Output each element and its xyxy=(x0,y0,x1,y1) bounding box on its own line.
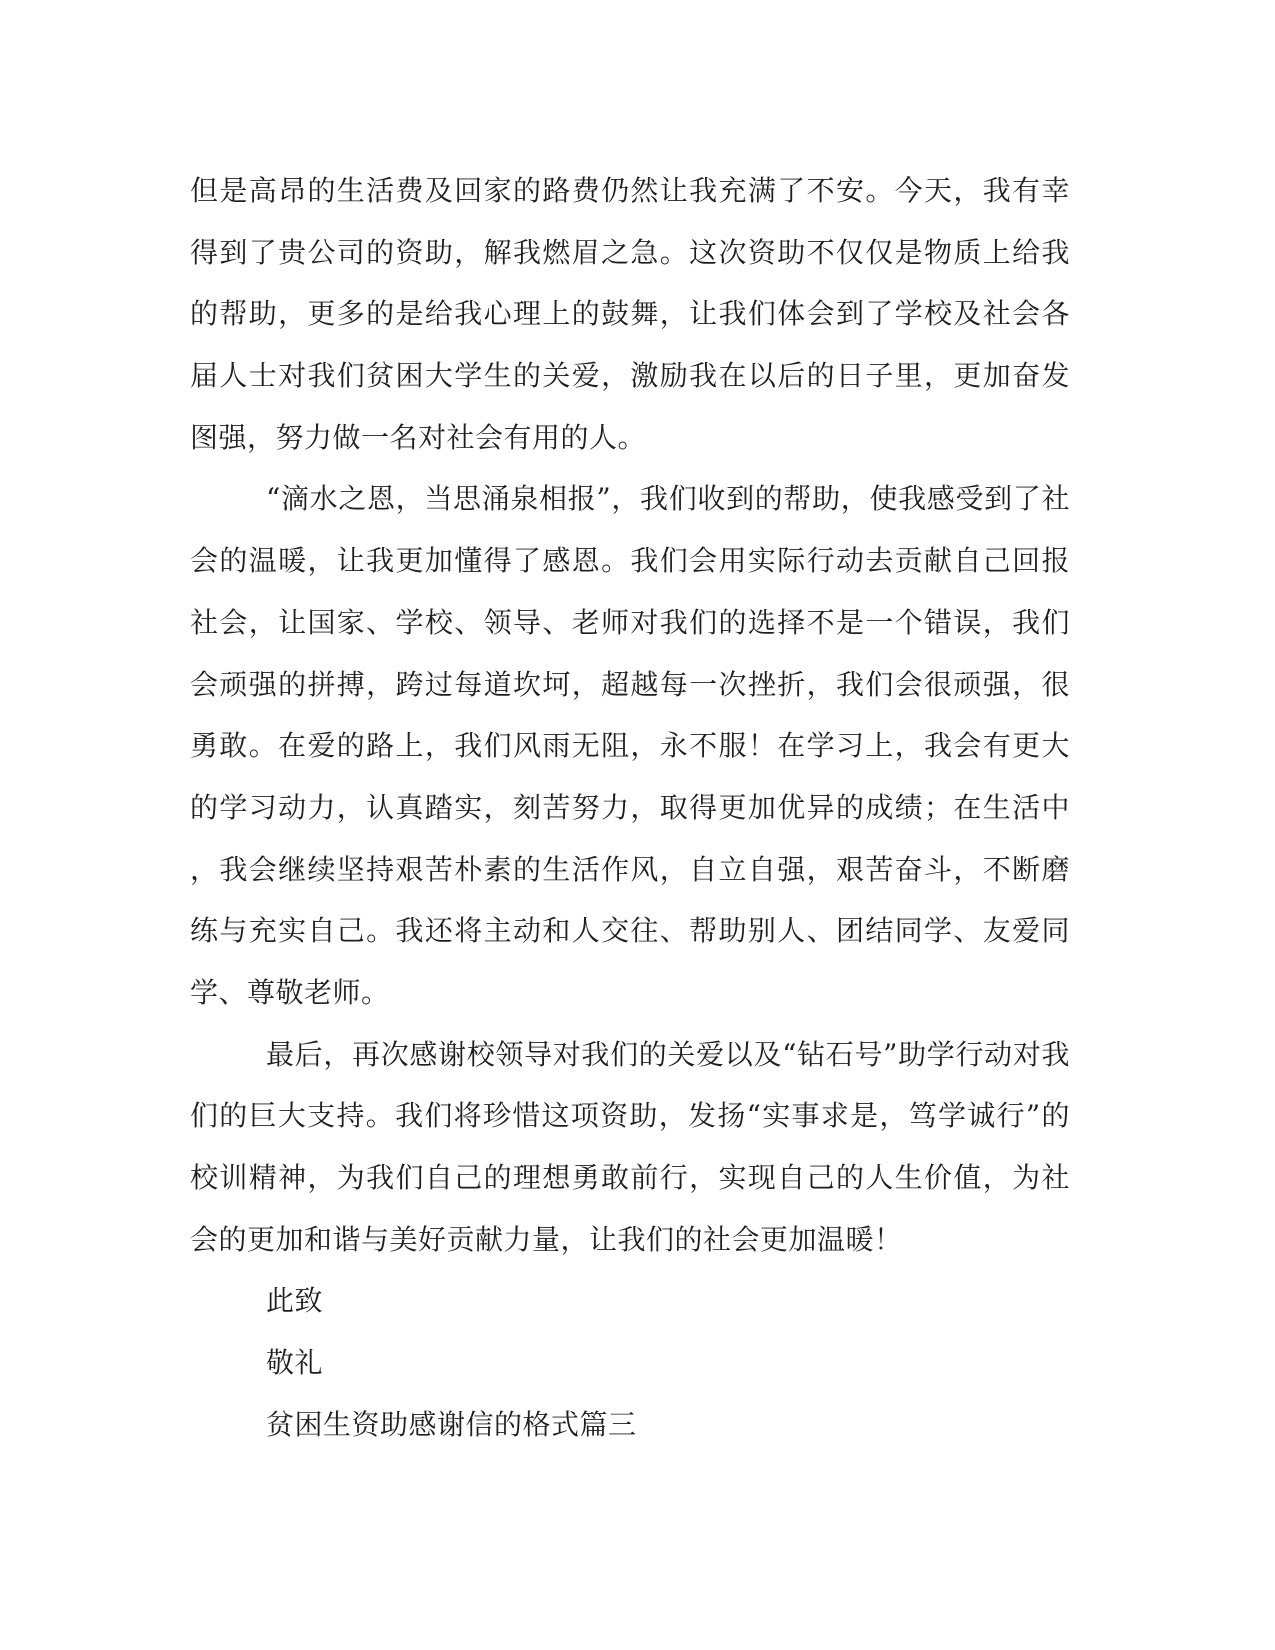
text-line: 会的温暖，让我更加懂得了感恩。我们会用实际行动去贡献自己回报 xyxy=(190,544,1070,578)
text-line: 练与充实自己。我还将主动和人交往、帮助别人、团结同学、友爱同 xyxy=(190,914,1070,948)
text-line: 学、尊敬老师。 xyxy=(190,975,390,1009)
paragraph-3 xyxy=(190,1024,1070,1271)
text-line: ，我会继续坚持艰苦朴素的生活作风，自立自强，艰苦奋斗，不断磨 xyxy=(190,852,1070,886)
letter-body xyxy=(190,160,1070,1455)
salutation-zhizhi: 此致 xyxy=(266,1284,324,1318)
text-line: “滴水之恩，当思涌泉相报”，我们收到的帮助，使我感受到了社 xyxy=(266,482,1070,516)
text-line: 图强，努力做一名对社会有用的人。 xyxy=(190,420,647,454)
paragraph-1 xyxy=(190,160,1070,468)
text-line: 社会，让国家、学校、领导、老师对我们的选择不是一个错误，我们 xyxy=(190,605,1070,639)
text-line: 会顽强的拼搏，跨过每道坎坷，超越每一次挫折，我们会很顽强，很 xyxy=(190,667,1070,701)
text-line: 最后，再次感谢校领导对我们的关爱以及“钻石号”助学行动对我 xyxy=(266,1037,1070,1071)
salutation-jingli: 敬礼 xyxy=(266,1346,324,1380)
text-line: 们的巨大支持。我们将珍惜这项资助，发扬“实事求是，笃学诚行”的 xyxy=(190,1099,1070,1133)
closing xyxy=(190,1270,1070,1455)
text-line: 勇敢。在爱的路上，我们风雨无阻，永不服！在学习上，我会有更大 xyxy=(190,729,1070,763)
paragraph-2 xyxy=(190,468,1070,1023)
text-line: 得到了贵公司的资助，解我燃眉之急。这次资助不仅仅是物质上给我 xyxy=(190,235,1070,269)
text-line: 的帮助，更多的是给我心理上的鼓舞，让我们体会到了学校及社会各 xyxy=(190,297,1070,331)
text-line: 届人士对我们贫困大学生的关爱，激励我在以后的日子里，更加奋发 xyxy=(190,359,1070,393)
text-line: 但是高昂的生活费及回家的路费仍然让我充满了不安。今天，我有幸 xyxy=(190,174,1070,207)
next-section-heading: 贫困生资助感谢信的格式篇三 xyxy=(266,1407,637,1441)
text-line: 的学习动力，认真踏实，刻苦努力，取得更加优异的成绩；在生活中 xyxy=(190,790,1070,824)
text-line: 校训精神，为我们自己的理想勇敢前行，实现自己的人生价值，为社 xyxy=(190,1161,1070,1194)
text-line: 会的更加和谐与美好贡献力量，让我们的社会更加温暖！ xyxy=(190,1222,903,1256)
